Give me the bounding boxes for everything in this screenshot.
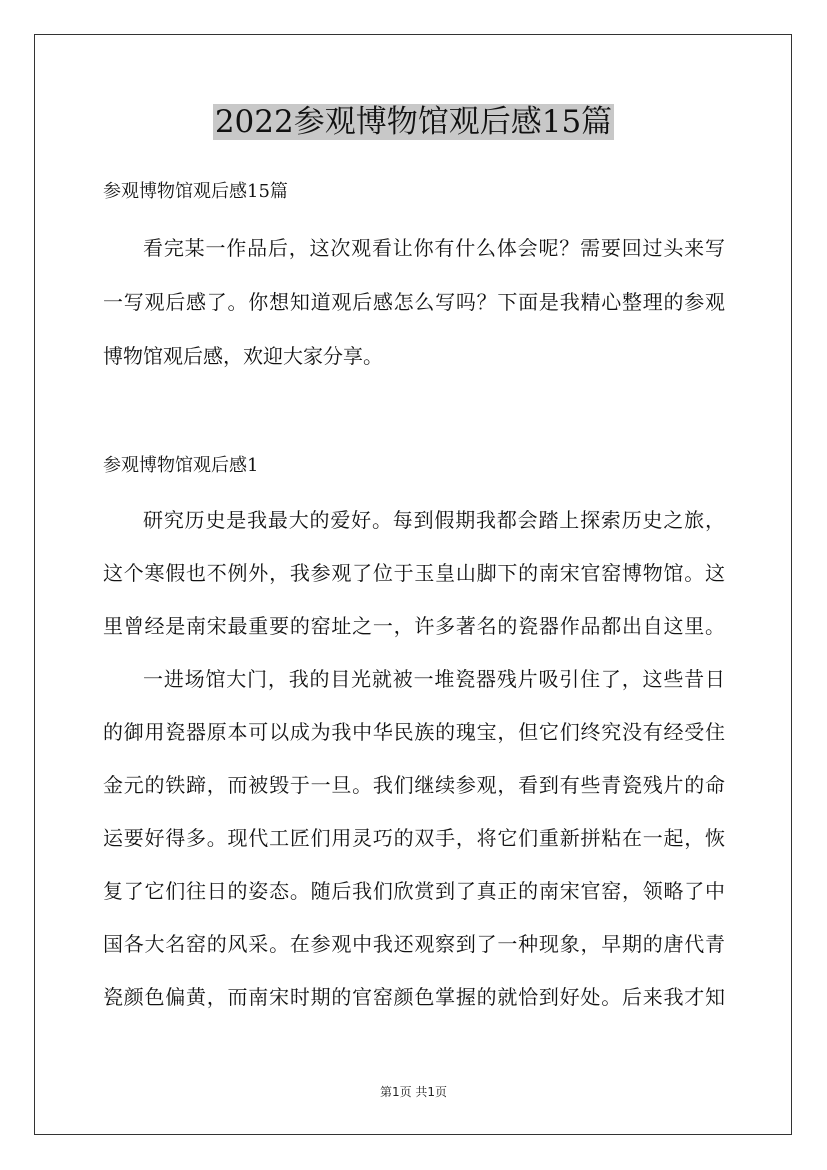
document-title-text: 2022参观博物馆观后感15篇 bbox=[214, 104, 613, 140]
intro-line-2: 一写观后感了。你想知道观后感怎么写吗？下面是我精心整理的参观 bbox=[103, 290, 725, 314]
para2-line-7: 瓷颜色偏黄，而南宋时期的官窑颜色掌握的就恰到好处。后来我才知 bbox=[103, 985, 725, 1009]
page-footer: 第1页 共1页 bbox=[379, 1085, 448, 1099]
para2-line-6: 国各大名窑的风采。在参观中我还观察到了一种现象，早期的唐代青 bbox=[103, 932, 725, 956]
para2-line-4: 运要好得多。现代工匠们用灵巧的双手，将它们重新拼粘在一起，恢 bbox=[103, 826, 725, 850]
para1-line-3: 里曾经是南宋最重要的窑址之一，许多著名的瓷器作品都出自这里。 bbox=[103, 614, 725, 638]
intro-line-3: 博物馆观后感，欢迎大家分享。 bbox=[103, 344, 383, 368]
intro-line-1: 看完某一作品后，这次观看让你有什么体会呢？需要回过头来写 bbox=[143, 236, 725, 260]
section-heading: 参观博物馆观后感1 bbox=[103, 455, 259, 476]
para1-line-1: 研究历史是我最大的爱好。每到假期我都会踏上探索历史之旅， bbox=[143, 508, 725, 532]
document-title bbox=[0, 100, 827, 144]
para1-line-2: 这个寒假也不例外，我参观了位于玉皇山脚下的南宋官窑博物馆。这 bbox=[103, 561, 725, 585]
document-subtitle: 参观博物馆观后感15篇 bbox=[103, 181, 288, 202]
para2-line-3: 金元的铁蹄，而被毁于一旦。我们继续参观，看到有些青瓷残片的命 bbox=[103, 773, 725, 797]
para2-line-1: 一进场馆大门，我的目光就被一堆瓷器残片吸引住了，这些昔日 bbox=[143, 667, 725, 691]
para2-line-2: 的御用瓷器原本可以成为我中华民族的瑰宝，但它们终究没有经受住 bbox=[103, 720, 725, 744]
para2-line-5: 复了它们往日的姿态。随后我们欣赏到了真正的南宋官窑，领略了中 bbox=[103, 879, 725, 903]
